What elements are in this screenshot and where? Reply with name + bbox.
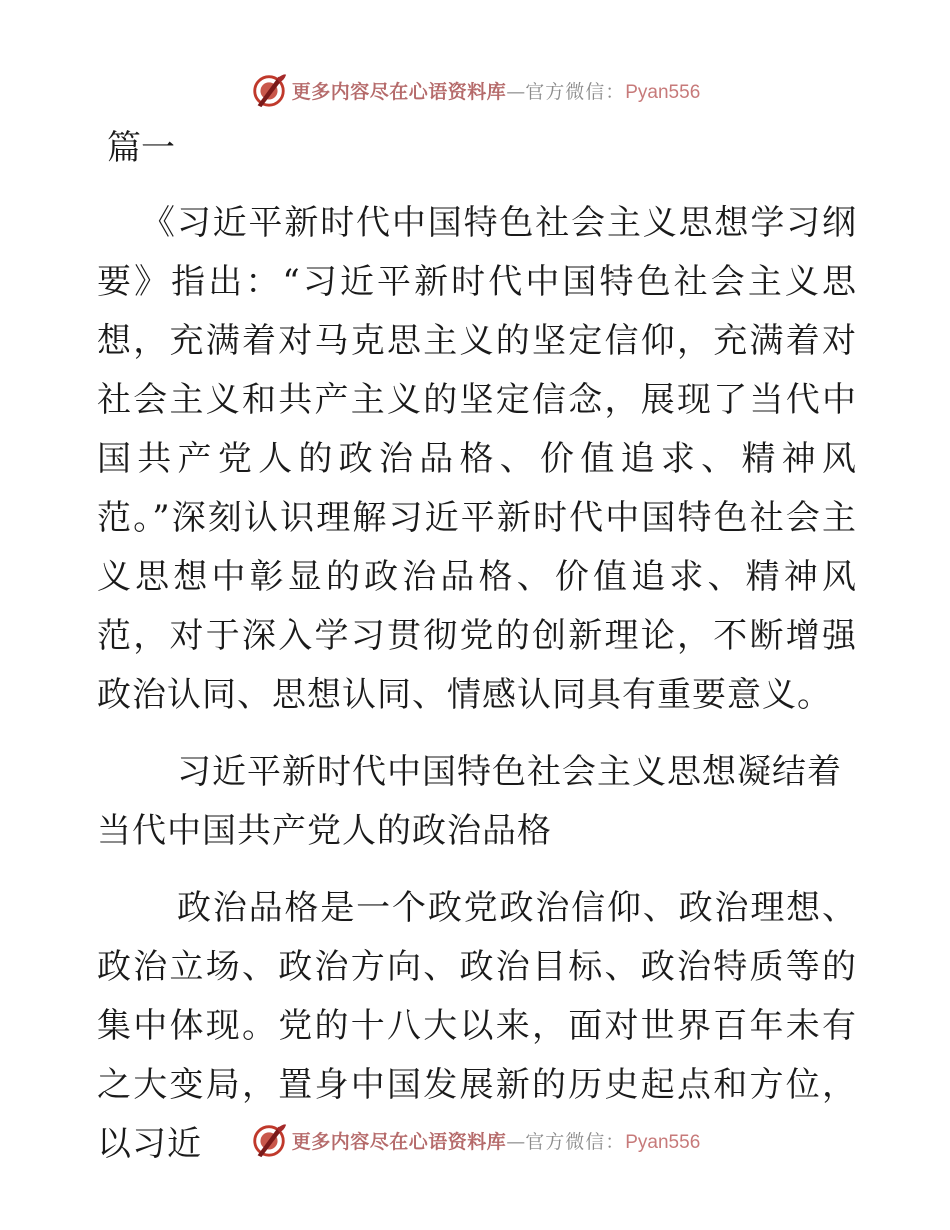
header-wechat-label: 官方微信： bbox=[525, 80, 626, 103]
section-heading: 习近平新时代中国特色社会主义思想凝结着当代中国共产党人的政治品格 bbox=[97, 752, 842, 851]
footer-banner bbox=[0, 1118, 950, 1162]
footer-banner-text bbox=[292, 1127, 701, 1154]
footer-wechat-label: 官方微信： bbox=[525, 1130, 626, 1153]
footer-wechat-id: Pyan556 bbox=[625, 1131, 701, 1153]
feather-pen-logo-icon bbox=[250, 1121, 288, 1159]
footer-brand: 更多内容尽在心语资料库 bbox=[291, 1130, 507, 1153]
paragraph-intro: 《习近平新时代中国特色社会主义思想学习纲要》指出：“习近平新时代中国特色社会主义思想，充满着对马克思主义的坚定信仰，充满着对社会主义和共产主义的坚定信念，展现了当代中国共产党人的政治品格、价值追求、精神风范。”深刻认识理解习近平新时代中国特色社会主义思想中彰显的政治品格、价值追求、精神风范，对于深入学习贯彻党的创新理论，不断增强政治认同、思想认同、情感认同具有重要意义。 bbox=[97, 203, 857, 715]
header-dash: — bbox=[506, 80, 526, 103]
feather-pen-logo-icon bbox=[250, 71, 288, 109]
header-wechat-id: Pyan556 bbox=[625, 81, 701, 103]
section-label: 篇一 bbox=[107, 128, 175, 168]
paragraph-political-character: 政治品格是一个政党政治信仰、政治理想、政治立场、政治方向、政治目标、政治特质等的集中体现。党的十八大以来，面对世界百年未有之大变局，置身中国发展新的历史起点和方位，以习近 bbox=[97, 888, 857, 1164]
document-body bbox=[97, 120, 857, 1192]
footer-dash: — bbox=[506, 1130, 526, 1153]
header-brand: 更多内容尽在心语资料库 bbox=[291, 80, 507, 103]
header-banner-text bbox=[292, 77, 701, 104]
header-banner bbox=[0, 68, 950, 112]
